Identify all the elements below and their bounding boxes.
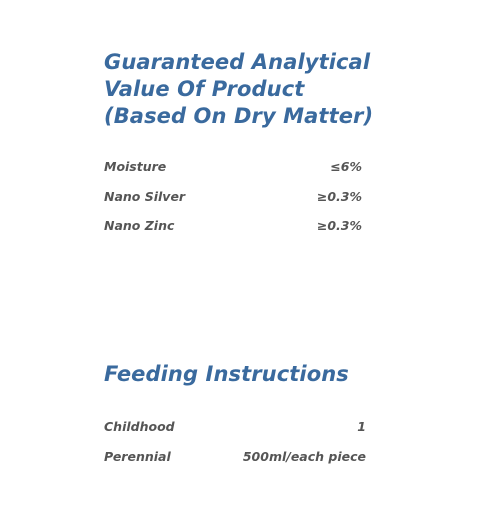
analysis-table — [104, 159, 362, 248]
row-value-nano-zinc: ≥0.3% — [316, 218, 362, 233]
feeding-section-title: Feeding Instructions — [104, 362, 349, 386]
row-label-perennial: Perennial — [104, 448, 171, 464]
analysis-title-line-1: Guaranteed Analytical — [104, 50, 371, 74]
analysis-title-line-3: (Based On Dry Matter) — [104, 104, 374, 128]
row-value-nano-silver: ≥0.3% — [316, 188, 362, 204]
analysis-section-title — [104, 49, 373, 130]
row-value-moisture: ≤6% — [330, 159, 362, 174]
table-row — [104, 218, 362, 248]
row-label-moisture: Moisture — [104, 159, 167, 174]
row-label-nano-silver: Nano Silver — [104, 188, 186, 204]
analysis-title-line-2: Value Of Product — [104, 77, 305, 101]
row-label-nano-zinc: Nano Zinc — [104, 218, 175, 233]
feeding-table — [104, 419, 366, 478]
row-value-childhood: 1 — [357, 419, 366, 434]
row-value-perennial: 500ml/each piece — [242, 448, 366, 464]
table-row — [104, 419, 366, 449]
table-row — [104, 159, 362, 189]
table-row — [104, 449, 366, 479]
row-label-childhood: Childhood — [104, 419, 175, 434]
table-row — [104, 189, 362, 219]
